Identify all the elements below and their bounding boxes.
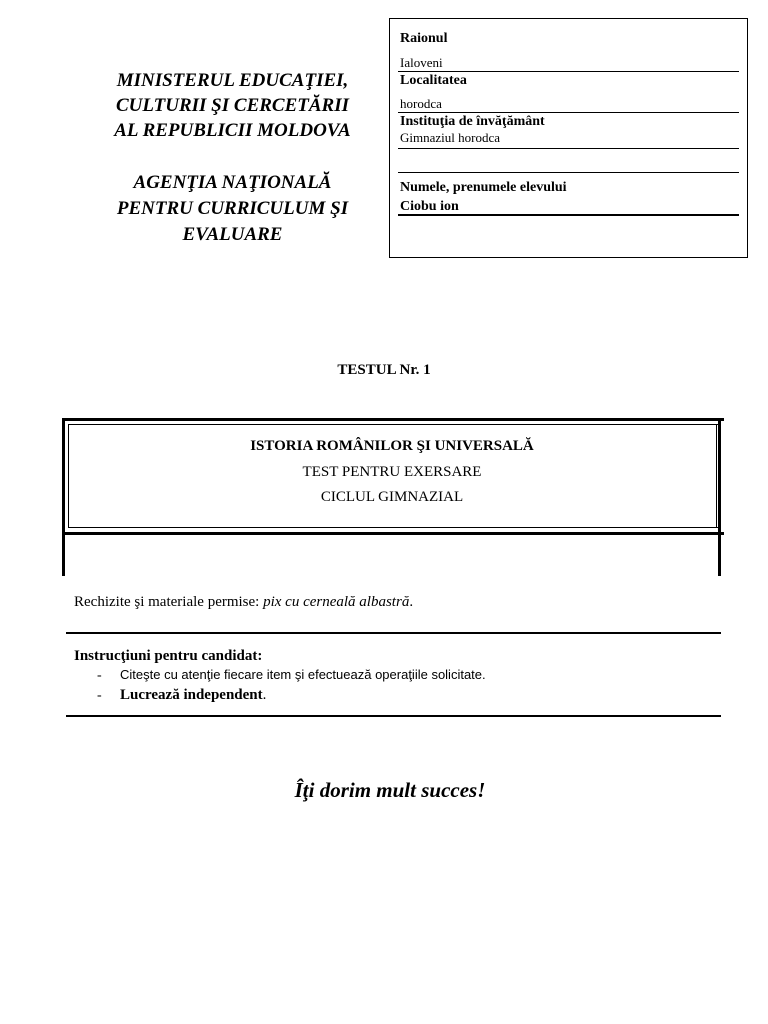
ministry-line-2: CULTURII ŞI CERCETĂRII xyxy=(115,95,349,116)
frame-right-inner xyxy=(716,424,717,528)
agency-line-3: EVALUARE xyxy=(182,224,283,245)
locality-rule xyxy=(398,112,739,113)
student-label: Numele, prenumele elevului xyxy=(400,180,567,195)
blank-rule xyxy=(398,172,739,173)
ministry-line-1: MINISTERUL EDUCAŢIEI, xyxy=(116,70,349,91)
instruction-item-2 xyxy=(97,687,266,704)
agency-line-2: PENTRU CURRICULUM ŞI xyxy=(116,198,349,219)
subject-title: ISTORIA ROMÂNILOR ŞI UNIVERSALĂ xyxy=(250,438,534,454)
instructions-heading: Instrucţiuni pentru candidat: xyxy=(74,648,263,664)
institution-label: Instituţia de învăţământ xyxy=(400,114,545,129)
student-rule xyxy=(398,214,739,216)
district-rule xyxy=(398,71,739,72)
student-value: Ciobu ion xyxy=(400,199,459,214)
requisites-label: Rechizite şi materiale permise: xyxy=(74,594,264,610)
requisites-value: pix cu cerneală albastră xyxy=(263,594,410,610)
ministry-name xyxy=(70,68,395,143)
frame-right-outer xyxy=(718,418,721,576)
instruction-text-2: Lucrează independent xyxy=(120,687,263,703)
locality-value: horodca xyxy=(400,96,442,111)
district-label: Raionul xyxy=(400,31,448,46)
test-number: TESTUL Nr. 1 xyxy=(337,362,431,378)
ministry-line-3: AL REPUBLICII MOLDOVA xyxy=(114,120,351,141)
instruction-dash-1: - xyxy=(97,668,102,683)
requisites-end: . xyxy=(409,594,414,610)
frame-bottom-rule xyxy=(62,532,724,535)
requisites-line xyxy=(74,594,413,611)
frame-inner-top-rule xyxy=(68,424,718,425)
agency-line-1: AGENŢIA NAŢIONALĂ xyxy=(133,172,332,193)
instruction-text-1: Citeşte cu atenţie fiecare item şi efectuează operaţiile solicitate. xyxy=(120,667,486,682)
institution-value: Gimnaziul horodca xyxy=(400,130,500,145)
instruction-item-1 xyxy=(97,667,486,684)
district-value: Ialoveni xyxy=(400,55,443,70)
institution-rule xyxy=(398,148,739,149)
frame-top-rule xyxy=(62,418,724,421)
instructions-rule xyxy=(66,715,721,717)
school-cycle: CICLUL GIMNAZIAL xyxy=(320,489,464,505)
instruction-dash-2: - xyxy=(97,688,102,703)
frame-inner-bottom-rule xyxy=(68,527,718,528)
locality-label: Localitatea xyxy=(400,73,467,88)
agency-name xyxy=(70,170,395,248)
frame-left-outer xyxy=(62,418,65,576)
instruction-end-2: . xyxy=(262,687,267,703)
test-type: TEST PENTRU EXERSARE xyxy=(302,464,482,480)
requisites-rule xyxy=(66,632,721,634)
closing-message: Îţi dorim mult succes! xyxy=(294,778,486,802)
